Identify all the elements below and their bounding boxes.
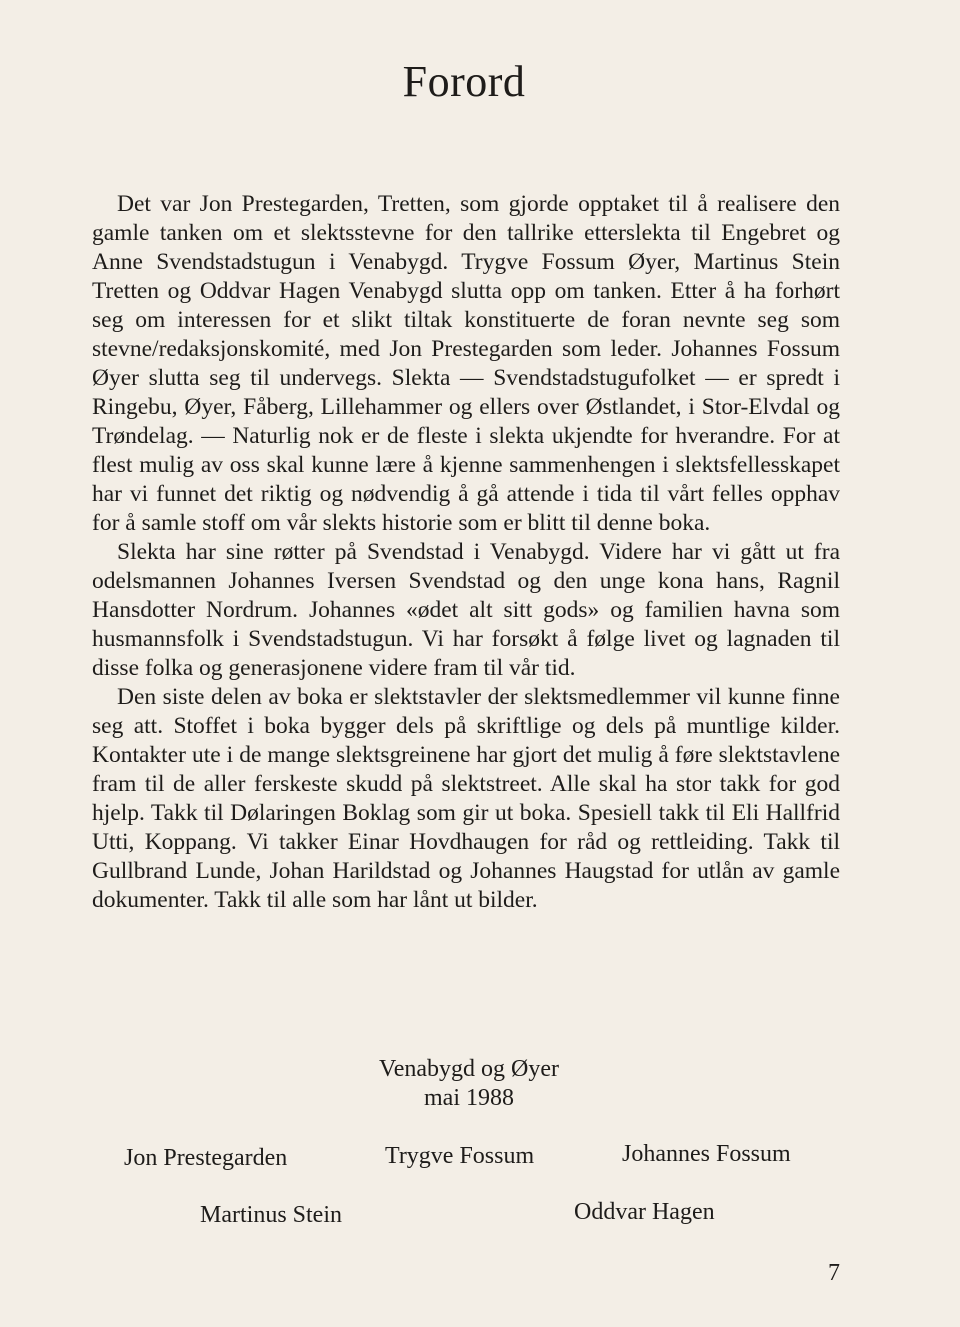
place-and-date: [0, 1055, 938, 1113]
signature-martinus-stein: Martinus Stein: [200, 1202, 342, 1228]
place-line: Venabygd og Øyer: [379, 1056, 559, 1082]
signature-jon-prestegarden: Jon Prestegarden: [124, 1145, 288, 1171]
page-title: Forord: [402, 57, 526, 106]
signature-johannes-fossum: Johannes Fossum: [622, 1141, 791, 1167]
paragraph-3: Den siste delen av boka er slektstavler der slektsmedlemmer vil kunne finne seg att. Stoffet i boka bygger dels på skriftlige og dels på muntlige kilder. Kontakter ute i de mange slektsgreinene har gjort det mulig å føre slektstavlene fram til de aller ferskeste skudd på slektstreet. Alle skal ha stor takk for god hjelp. Takk til Dølaringen Boklag som gir ut boka. Spesiell takk til Eli Hallfrid Utti, Koppang. Vi takker Einar Hovdhaugen for råd og rettleiding. Takk til Gullbrand Lunde, Johan Harildstad og Johannes Haugstad for utlån av gamle dokumenter. Takk til alle som har lånt ut bilder.: [92, 684, 840, 913]
signature-trygve-fossum: Trygve Fossum: [385, 1143, 535, 1169]
paragraph-2: Slekta har sine røtter på Svendstad i Venabygd. Videre har vi gått ut fra odelsmannen Johannes Iversen Svendstad og den unge kona hans, Ragnil Hansdotter Nordrum. Johannes «ødet alt sitt gods» og familien havna som husmannsfolk i Svendstadstugun. Vi har forsøkt å følge livet og lagnaden til disse folka og generasjonene videre fram til vår tid.: [92, 539, 840, 681]
date-line: mai 1988: [424, 1085, 514, 1111]
foreword-body: [92, 190, 840, 915]
signature-oddvar-hagen: Oddvar Hagen: [574, 1199, 715, 1225]
paragraph-1: Det var Jon Prestegarden, Tretten, som gjorde opptaket til å realisere den gamle tanken om et slektsstevne for den tallrike etterslekta til Engebret og Anne Svendstadstugun i Venabygd. Trygve Fossum Øyer, Martinus Stein Tretten og Oddvar Hagen Venabygd slutta opp om tanken. Etter å ha forhørt seg om interessen for et slikt tiltak konstituerte de foran nevnte seg som stevne/redaksjonskomité, med Jon Prestegarden som leder. Johannes Fossum Øyer slutta seg til undervegs. Slekta — Svendstadstugufolket — er spredt i Ringebu, Øyer, Fåberg, Lillehammer og ellers over Østlandet, i Stor-Elvdal og Trøndelag. — Naturlig nok er de fleste i slekta ukjendte for hverandre. For at flest mulig av oss skal kunne lære å kjenne sammenhengen i slektsfellesskapet har vi funnet det riktig og nødvendig å gå attende i tida til vårt felles opphav for å samle stoff om vår slekts historie som er blitt til denne boka.: [92, 191, 840, 536]
page-number: 7: [828, 1260, 840, 1286]
